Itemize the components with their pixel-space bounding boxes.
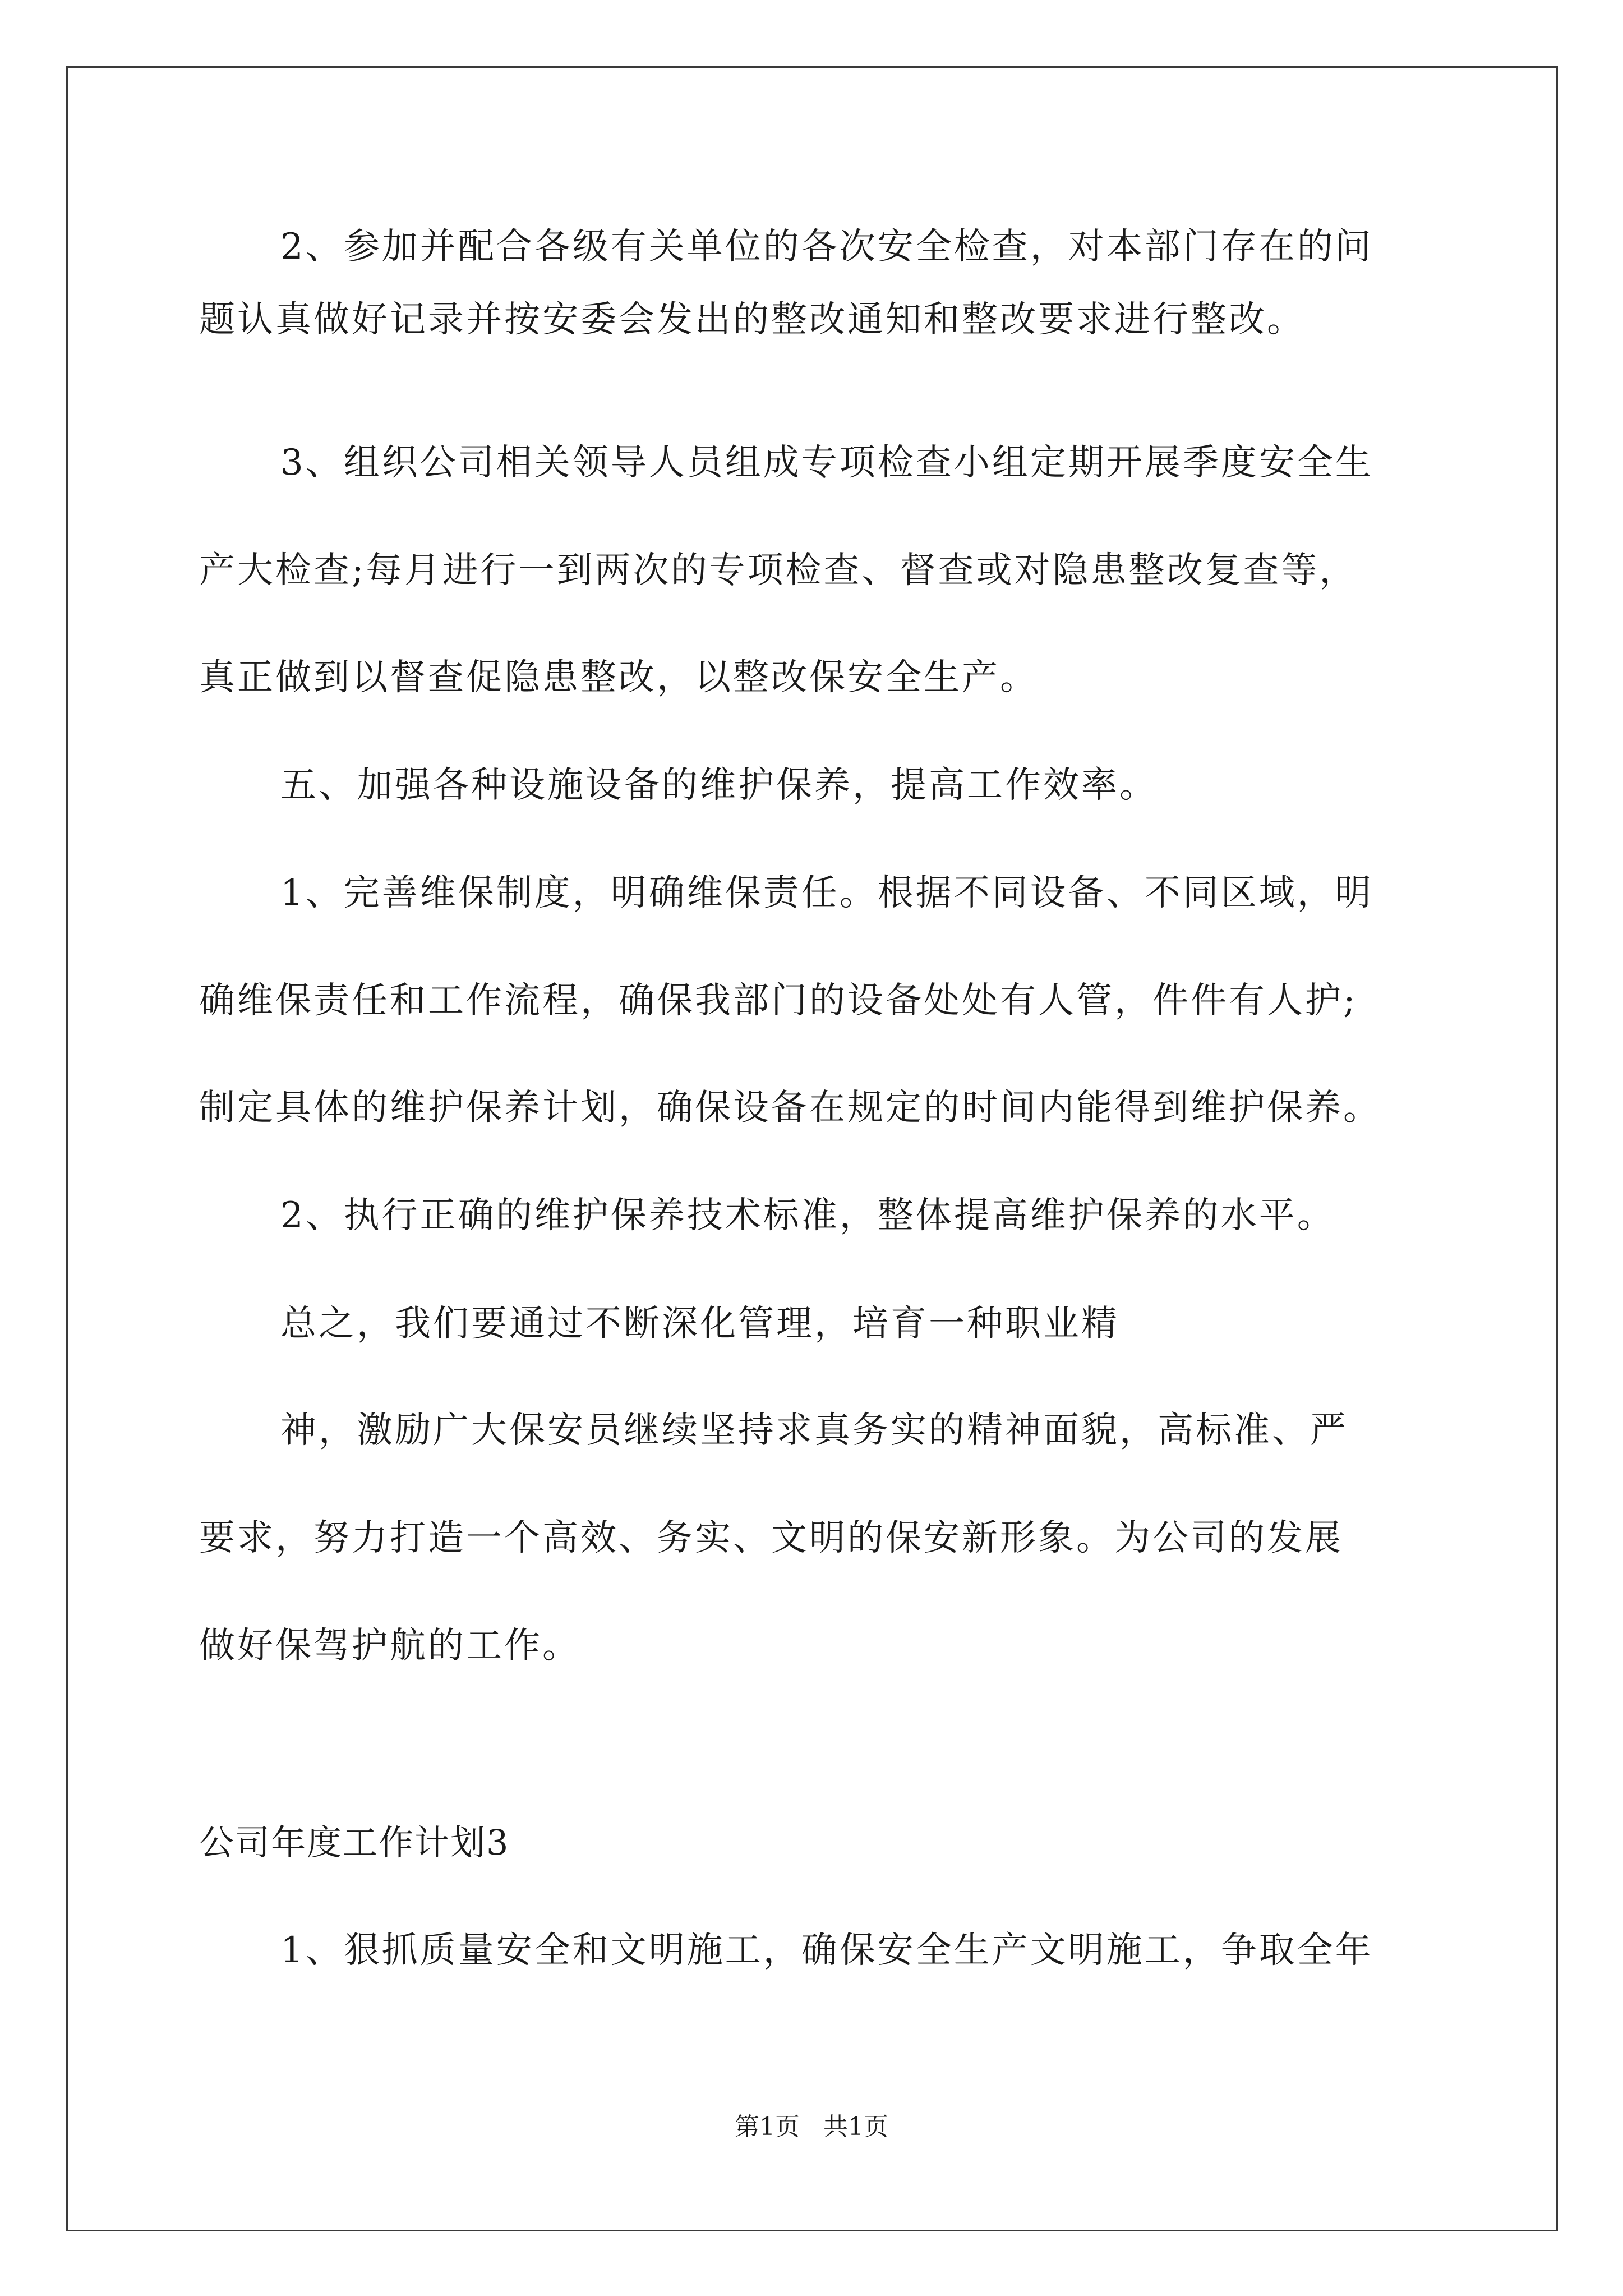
paragraph-line: 神，激励广大保安员继续坚持求真务实的精神面貌，高标准、严 xyxy=(280,1410,1348,1451)
page-frame xyxy=(66,66,1558,2231)
page-footer: 第1页 共1页 xyxy=(735,2113,888,2141)
section-heading: 五、加强各种设施设备的维护保养，提高工作效率。 xyxy=(280,765,1158,806)
paragraph-line: 2、参加并配合各级有关单位的各次安全检查，对本部门存在的问 xyxy=(280,226,1373,268)
paragraph-line: 做好保驾护航的工作。 xyxy=(199,1625,580,1667)
document-title: 公司年度工作计划3 xyxy=(199,1822,510,1863)
paragraph-line: 要求，努力打造一个高效、务实、文明的保安新形象。为公司的发展 xyxy=(199,1517,1343,1559)
paragraph-line: 2、执行正确的维护保养技术标准，整体提高维护保养的水平。 xyxy=(280,1195,1335,1236)
paragraph-line: 真正做到以督查促隐患整改，以整改保安全生产。 xyxy=(199,657,1038,698)
paragraph-line: 产大检查;每月进行一到两次的专项检查、督查或对隐患整改复查等， xyxy=(199,550,1358,591)
paragraph-line: 1、狠抓质量安全和文明施工，确保安全生产文明施工，争取全年 xyxy=(280,1930,1373,1971)
paragraph-line: 1、完善维保制度，明确维保责任。根据不同设备、不同区域，明 xyxy=(280,872,1373,914)
paragraph-line: 题认真做好记录并按安委会发出的整改通知和整改要求进行整改。 xyxy=(199,299,1305,341)
paragraph-line: 总之，我们要通过不断深化管理，培育一种职业精 xyxy=(280,1303,1119,1345)
paragraph-line: 3、组织公司相关领导人员组成专项检查小组定期开展季度安全生 xyxy=(280,442,1373,484)
paragraph-line: 确维保责任和工作流程，确保我部门的设备处处有人管，件件有人护; xyxy=(199,980,1358,1022)
paragraph-line: 制定具体的维护保养计划，确保设备在规定的时间内能得到维护保养。 xyxy=(199,1087,1381,1129)
